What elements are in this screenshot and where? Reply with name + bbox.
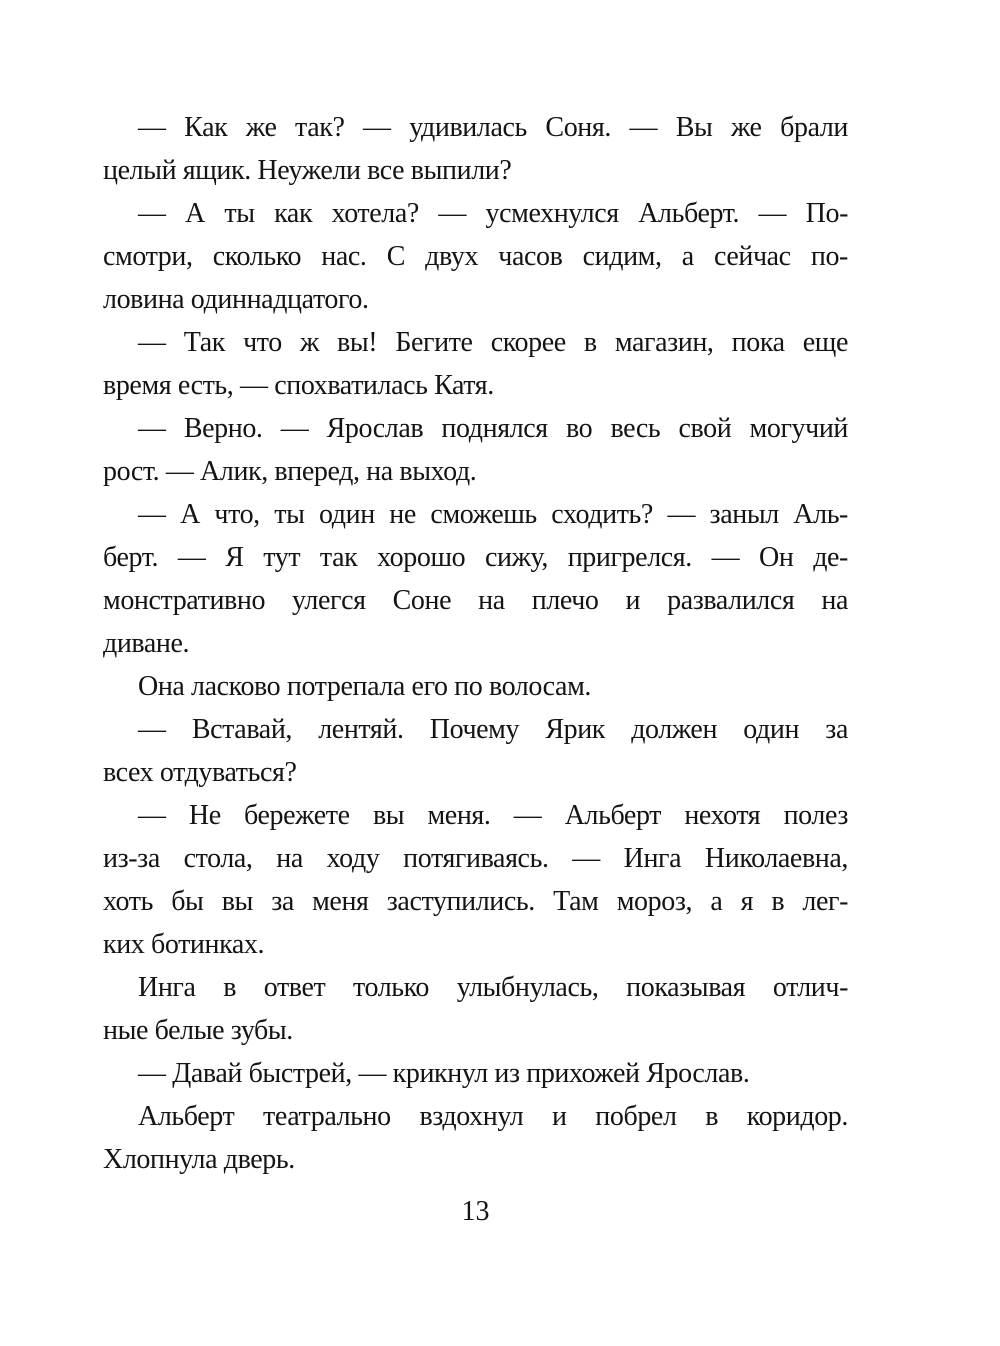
paragraph bbox=[103, 493, 848, 665]
text-line: время есть, — спохватилась Катя. bbox=[103, 370, 494, 401]
text-line: рост. — Алик, вперед, на выход. bbox=[103, 456, 477, 487]
text-line: Она ласково потрепала его по волосам. bbox=[138, 671, 591, 702]
text-line: берт. — Я тут так хорошо сижу, пригрелся. — Он де- bbox=[103, 542, 848, 573]
text-line: смотри, сколько нас. С двух часов сидим, а сейчас по- bbox=[103, 241, 848, 272]
text-line: диване. bbox=[103, 628, 190, 659]
text-line: ких ботинках. bbox=[103, 929, 265, 960]
text-line: Альберт театрально вздохнул и побрел в коридор. bbox=[138, 1101, 848, 1132]
page-number: 13 bbox=[461, 1196, 490, 1227]
text-line: всех отдуваться? bbox=[103, 757, 297, 788]
text-line: — А что, ты один не сможешь сходить? — заныл Аль- bbox=[138, 499, 848, 530]
text-line: — Вставай, лентяй. Почему Ярик должен один за bbox=[138, 714, 848, 745]
paragraph bbox=[103, 1052, 848, 1095]
text-line: из-за стола, на ходу потягиваясь. — Инга Николаевна, bbox=[103, 843, 848, 874]
text-line: — А ты как хотела? — усмехнулся Альберт. — По- bbox=[138, 198, 848, 229]
text-line: хоть бы вы за меня заступились. Там мороз, а я в лег- bbox=[103, 886, 848, 917]
paragraph bbox=[103, 321, 848, 407]
text-line: монстративно улегся Соне на плечо и развалился на bbox=[103, 585, 848, 616]
page-text bbox=[103, 106, 848, 1181]
text-line: ные белые зубы. bbox=[103, 1015, 293, 1046]
text-line: ловина одиннадцатого. bbox=[103, 284, 369, 315]
paragraph bbox=[103, 192, 848, 321]
text-line: — Так что ж вы! Бегите скорее в магазин, пока еще bbox=[138, 327, 848, 358]
text-line: Хлопнула дверь. bbox=[103, 1144, 295, 1175]
text-line: — Как же так? — удивилась Соня. — Вы же брали bbox=[138, 112, 848, 143]
text-line: — Верно. — Ярослав поднялся во весь свой могучий bbox=[138, 413, 848, 444]
paragraph bbox=[103, 966, 848, 1052]
text-line: целый ящик. Неужели все выпили? bbox=[103, 155, 512, 186]
text-line: Инга в ответ только улыбнулась, показывая отлич- bbox=[138, 972, 848, 1003]
text-line: — Не бережете вы меня. — Альберт нехотя полез bbox=[138, 800, 848, 831]
paragraph bbox=[103, 794, 848, 966]
paragraph bbox=[103, 407, 848, 493]
paragraph bbox=[103, 106, 848, 192]
text-line: — Давай быстрей, — крикнул из прихожей Ярослав. bbox=[138, 1058, 750, 1089]
paragraph bbox=[103, 665, 848, 708]
paragraph bbox=[103, 708, 848, 794]
paragraph bbox=[103, 1095, 848, 1181]
